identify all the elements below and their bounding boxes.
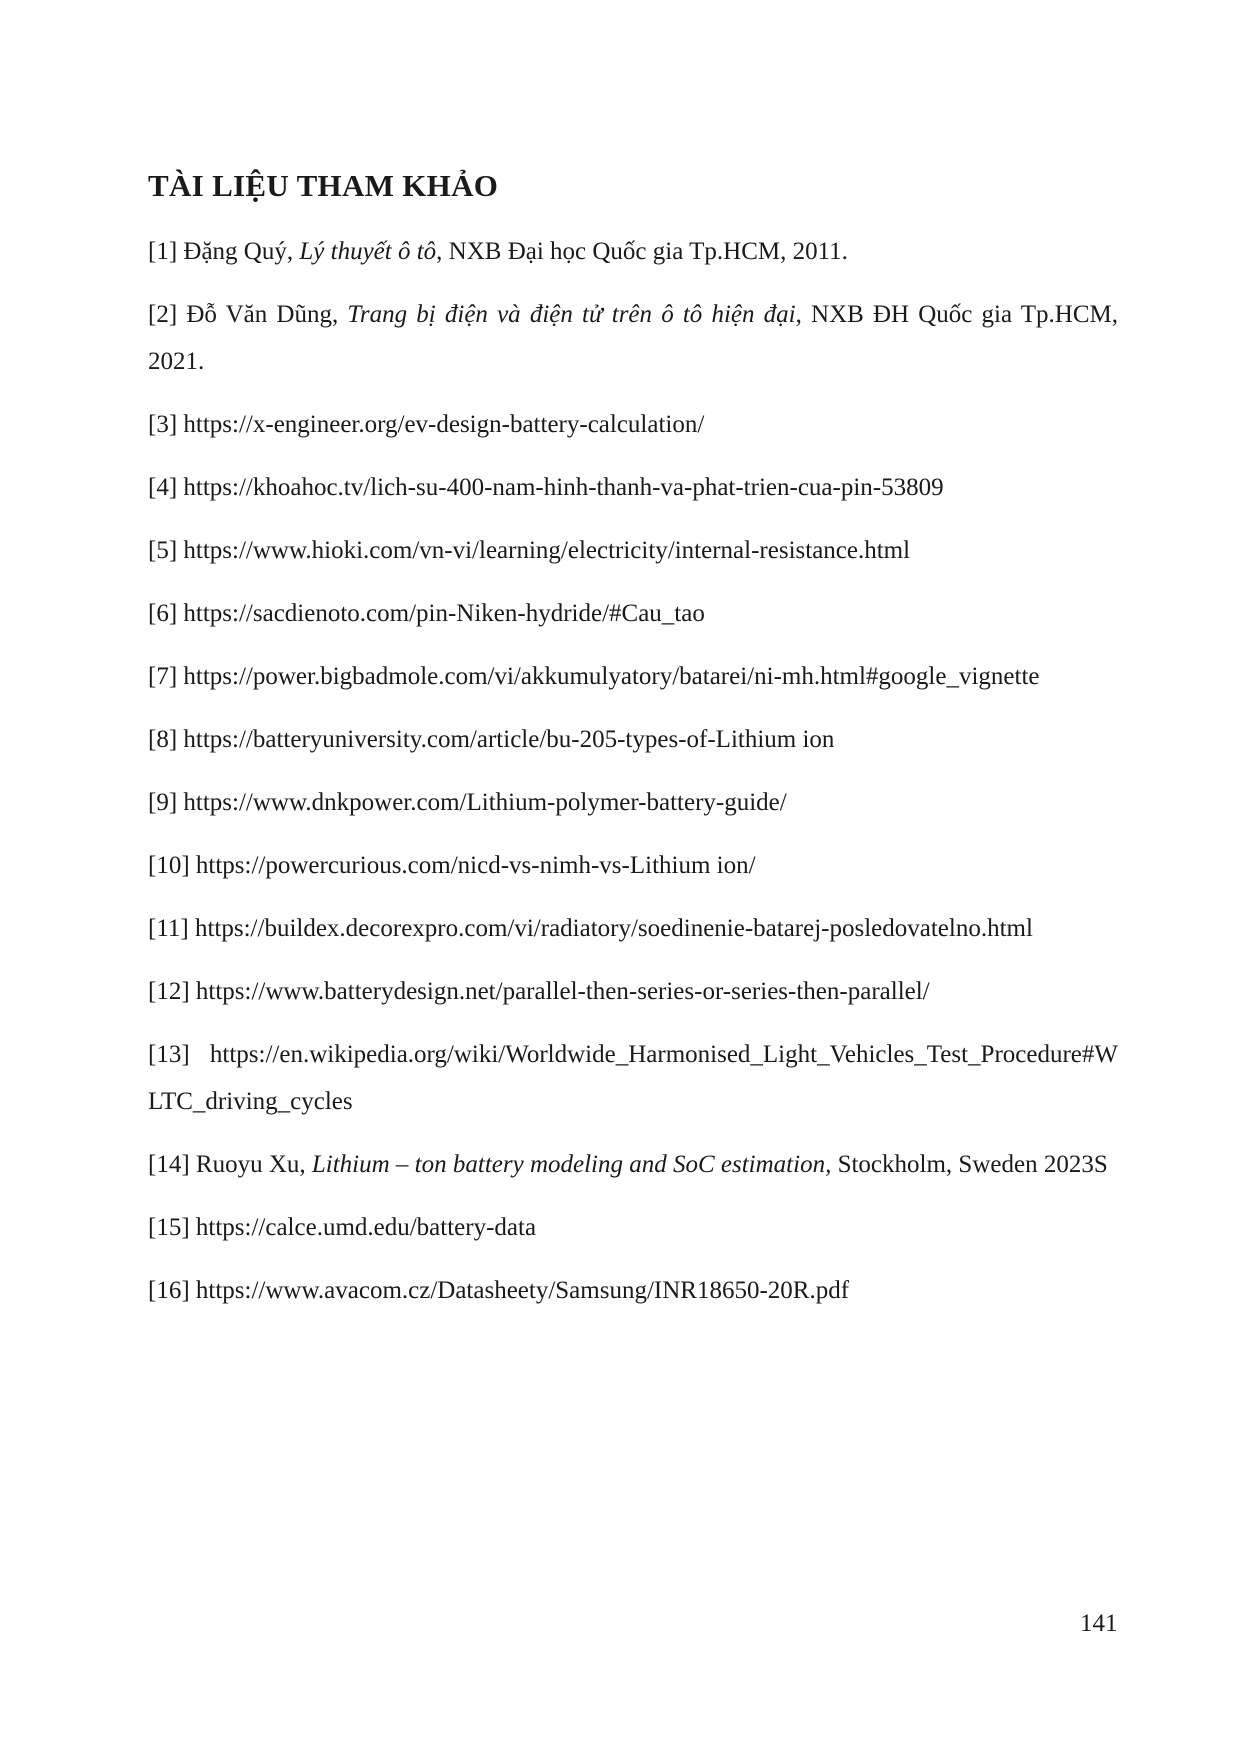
reference-item: [148, 716, 1118, 763]
reference-number: [14]: [148, 1151, 190, 1178]
reference-author: Đặng Quý,: [183, 238, 300, 265]
reference-number: [13]: [148, 1041, 190, 1068]
reference-item: [148, 1141, 1118, 1188]
reference-publisher: , NXB ĐH Quốc gia Tp.HCM, 2021.: [148, 301, 1119, 375]
reference-url[interactable]: https://sacdienoto.com/pin-Niken-hydride/#Cau_tao: [183, 600, 705, 627]
reference-number: [5]: [148, 537, 178, 564]
reference-url[interactable]: https://www.avacom.cz/Datasheety/Samsung/INR18650-20R.pdf: [195, 1277, 850, 1304]
reference-url[interactable]: https://power.bigbadmole.com/vi/akkumulyatory/batarei/ni-mh.html#google_vignette: [183, 663, 1040, 690]
reference-item: [148, 464, 1118, 511]
reference-title: Lithium – ton battery modeling and SoC estimation,: [311, 1151, 832, 1178]
reference-item: [148, 1267, 1118, 1314]
reference-number: [4]: [148, 474, 178, 501]
reference-item: [148, 905, 1118, 952]
page-number: 141: [1080, 1610, 1118, 1637]
reference-item: [148, 590, 1118, 637]
reference-url[interactable]: https://batteryuniversity.com/article/bu-205-types-of-Lithium ion: [183, 726, 835, 753]
reference-url[interactable]: https://khoahoc.tv/lich-su-400-nam-hinh-thanh-va-phat-trien-cua-pin-53809: [183, 474, 944, 501]
reference-url[interactable]: https://www.hioki.com/vn-vi/learning/electricity/internal-resistance.html: [183, 537, 911, 564]
reference-number: [15]: [148, 1214, 190, 1241]
reference-list: [148, 228, 1118, 1330]
reference-publisher: , NXB Đại học Quốc gia Tp.HCM, 2011.: [436, 238, 848, 265]
reference-number: [10]: [148, 852, 190, 879]
reference-url[interactable]: https://buildex.decorexpro.com/vi/radiatory/soedinenie-batarej-posledovatelno.html: [194, 915, 1033, 942]
reference-url[interactable]: https://www.dnkpower.com/Lithium-polymer-battery-guide/: [183, 789, 787, 816]
reference-number: [6]: [148, 600, 178, 627]
reference-item: [148, 401, 1118, 448]
reference-number: [8]: [148, 726, 178, 753]
reference-number: [16]: [148, 1277, 190, 1304]
reference-item: [148, 291, 1118, 385]
reference-url[interactable]: https://powercurious.com/nicd-vs-nimh-vs-Lithium ion/: [195, 852, 756, 879]
reference-number: [2]: [148, 301, 178, 328]
reference-url[interactable]: https://x-engineer.org/ev-design-battery-calculation/: [183, 411, 705, 438]
reference-item: [148, 1204, 1118, 1251]
reference-publisher: Stockholm, Sweden 2023S: [831, 1151, 1108, 1178]
reference-url[interactable]: https://www.batterydesign.net/parallel-then-series-or-series-then-parallel/: [195, 978, 930, 1005]
reference-item: [148, 779, 1118, 826]
reference-number: [3]: [148, 411, 178, 438]
reference-url[interactable]: https://en.wikipedia.org/wiki/Worldwide_Harmonised_Light_Vehicles_Test_Procedure#WLTC_driving_cycles: [148, 1041, 1118, 1115]
reference-number: [1]: [148, 238, 178, 265]
reference-item: [148, 228, 1118, 275]
reference-number: [11]: [148, 915, 189, 942]
reference-item: [148, 842, 1118, 889]
reference-item: [148, 1031, 1118, 1125]
reference-author: Ruoyu Xu,: [195, 1151, 312, 1178]
reference-number: [7]: [148, 663, 178, 690]
page-title: TÀI LIỆU THAM KHẢO: [148, 168, 499, 203]
reference-title: Lý thuyết ô tô: [299, 238, 437, 265]
reference-number: [12]: [148, 978, 190, 1005]
reference-item: [148, 968, 1118, 1015]
reference-item: [148, 653, 1118, 700]
reference-author: Đỗ Văn Dũng,: [186, 301, 348, 328]
reference-url[interactable]: https://calce.umd.edu/battery-data: [195, 1214, 537, 1241]
reference-number: [9]: [148, 789, 178, 816]
reference-item: [148, 527, 1118, 574]
reference-title: Trang bị điện và điện tử trên ô tô hiện đại: [347, 301, 796, 328]
